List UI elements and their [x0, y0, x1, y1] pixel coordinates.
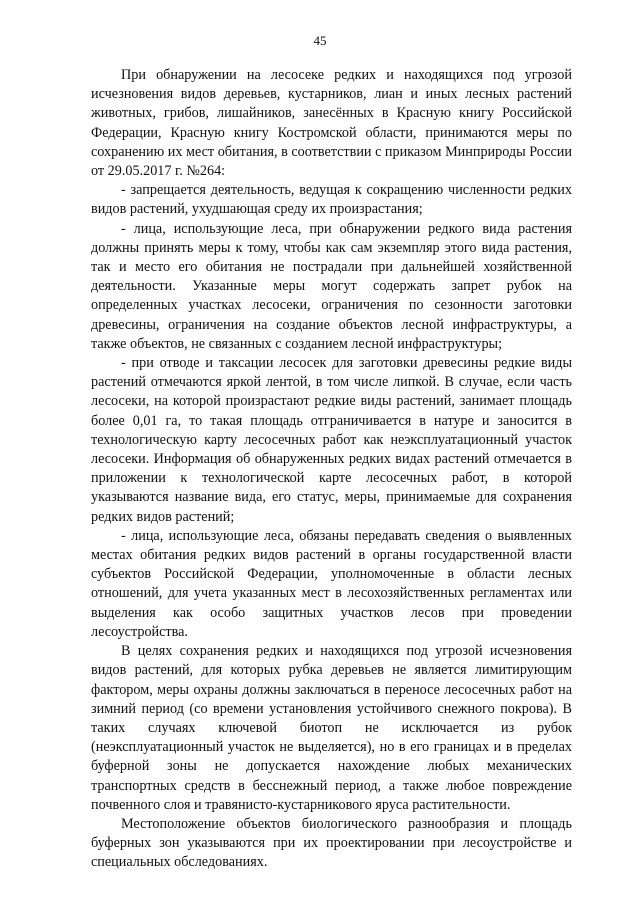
page-number: 45 [313, 33, 327, 48]
paragraph-item-prohibition: - запрещается деятельность, ведущая к сокращению численности редких видов растений, ухудшающая среду их произрастания; [91, 182, 572, 218]
paragraph-item-reporting: - лица, использующие леса, обязаны передавать сведения о выявленных местах обитания редких видов растений в органы государственной власти субъектов Российской Федерации, уполномоченные в области лесных отношений, для учета указанных мест в лесохозяйственных регламентах или выделения как особо защитных участков лесов при проведении лесоустройства. [91, 527, 572, 640]
paragraph-intro: При обнаружении на лесосеке редких и находящихся под угрозой исчезновения видов деревьев, кустарников, лиан и иных лесных растений животных, грибов, лишайников, занесённых в Красную книгу Российской Федерации, Красную книгу Костромской области, принимаются меры по сохранению их мест обитания, в соответствии с приказом Минприроды России от 29.05.2017 г. №264: [91, 67, 572, 180]
paragraph-item-forest-users-measures: - лица, использующие леса, при обнаружении редкого вида растения должны принять меры к тому, чтобы как сам экземпляр этого вида растения, так и место его обитания не пострадали при дальнейшей хозяйственной деятельности. Указанные меры могут содержать запрет рубок на определенных участках лесосеки, ограничения по сезонности заготовки древесины, ограничения на создание объектов лесной инфраструктуры, а также объектов, не связанных с созданием лесной инфраструктуры; [91, 220, 572, 352]
document-body [91, 66, 572, 873]
paragraph-item-marking: - при отводе и таксации лесосек для заготовки древесины редкие виды растений отмечаются яркой лентой, в том числе липкой. В случае, если часть лесосеки, на которой произрастают редкие виды растений, занимает площадь более 0,01 га, то такая площадь отграничивается в натуре и заносится в технологическую карту лесосечных работ как неэксплуатационный участок лесосеки. Информация об обнаруженных редких видах растений отмечается в приложении к технологической карте лесосечных работ, в которой указываются название вида, его статус, меры, принимаемые для сохранения редких видов растений; [91, 355, 572, 525]
paragraph-buffer-zones: Местоположение объектов биологического разнообразия и площадь буферных зон указываются при их проектировании при лесоустройстве и специальных обследованиях. [91, 815, 572, 871]
paragraph-winter-logging: В целях сохранения редких и находящихся под угрозой исчезновения видов растений, для которых рубка деревьев не является лимитирующим фактором, меры охраны должны заключаться в переносе лесосечных работ на зимний период (со времени установления устойчивого снежного покрова). В таких случаях ключевой биотоп не исключается из рубок (неэксплуатационный участок не выделяется), но в его границах и в пределах буферной зоны не допускается нахождение любых механических транспортных средств в бесснежный период, а также любое повреждение почвенного слоя и травянисто-кустарникового яруса растительности. [91, 643, 572, 813]
